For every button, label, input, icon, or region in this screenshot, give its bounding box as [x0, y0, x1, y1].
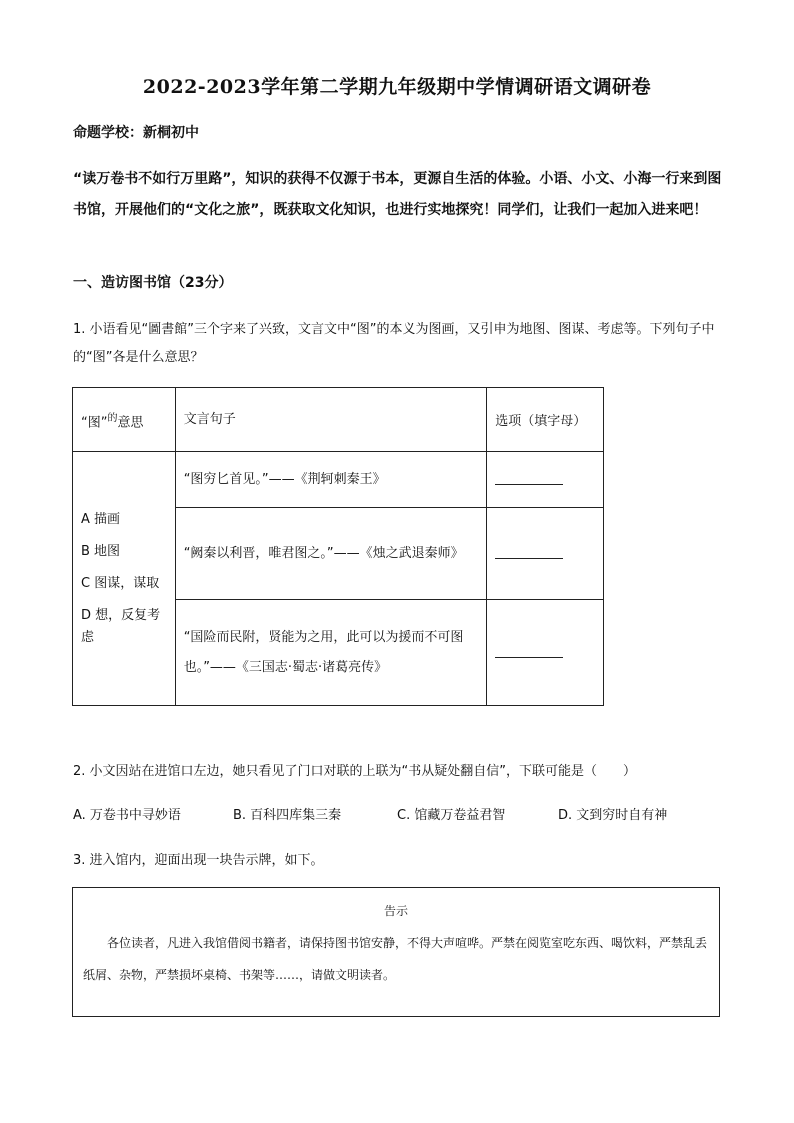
notice-title: 告示 — [383, 904, 408, 918]
sentence-2: “阙秦以利晋，唯君图之。”——《烛之武退秦师》 — [175, 508, 487, 600]
answer-blank-2[interactable] — [487, 508, 604, 600]
choice-a[interactable]: A. 万卷书中寻妙语 — [73, 808, 181, 823]
section-title: 一、造访图书馆（23分） — [73, 275, 233, 291]
meaning-c: C 图谋，谋取 — [81, 575, 160, 591]
meaning-a: A 描画 — [81, 511, 121, 527]
school-line: 命题学校：新桐初中 — [73, 125, 199, 141]
header-meaning-a: “图” — [81, 415, 108, 431]
header-option: 选项（填字母） — [487, 388, 604, 452]
sentence-1: “图穷匕首见。”——《荆轲刺秦王》 — [175, 452, 487, 508]
header-meaning-b: 意思 — [117, 415, 144, 431]
notice-body: 各位读者，凡进入我馆借阅书籍者，请保持图书馆安静，不得大声喧哗。严禁在阅览室吃东西、喝饮料，严禁乱丢纸屑、杂物，严禁损坏桌椅、书架等……，请做文明读者。 — [83, 936, 708, 982]
meaning-b: B 地图 — [81, 543, 121, 559]
choice-d[interactable]: D. 文到穷时自有神 — [558, 808, 668, 823]
question-2-text: 2. 小文因站在进馆口左边，她只看见了门口对联的上联为“书从疑处翻自信”，下联可能是（ ） — [73, 764, 637, 779]
notice-board — [72, 887, 720, 1017]
question-3-text: 3. 进入馆内，迎面出现一块告示牌，如下。 — [73, 853, 324, 868]
choice-b[interactable]: B. 百科四库集三秦 — [233, 808, 342, 823]
header-meaning-sup: 的 — [107, 412, 118, 424]
intro-paragraph: “读万卷书不如行万里路”，知识的获得不仅源于书本，更源自生活的体验。小语、小文、小海一行来到图书馆，开展他们的“文化之旅”，既获取文化知识，也进行实地探究！同学们，让我们一起加入进来吧！ — [73, 171, 722, 218]
header-sentence: 文言句子 — [175, 388, 487, 452]
answer-blank-1[interactable] — [487, 452, 604, 508]
answer-blank-3[interactable] — [487, 600, 604, 706]
exam-title: 2022-2023学年第二学期九年级期中学情调研语文调研卷 — [142, 76, 652, 98]
header-meaning — [73, 388, 176, 452]
meaning-list — [73, 452, 176, 706]
choice-c[interactable]: C. 馆藏万卷益君智 — [397, 808, 506, 823]
meaning-d: D 想，反复考虑 — [81, 607, 161, 645]
question-1-table — [72, 387, 604, 706]
sentence-3: “国险而民附，贤能为之用，此可以为援而不可图也。”——《三国志·蜀志·诸葛亮传》 — [175, 600, 487, 706]
question-1-text: 1. 小语看见“圖書館”三个字来了兴致，文言文中“图”的本义为图画，又引申为地图、图谋、考虑等。下列句子中的“图”各是什么意思？ — [73, 322, 715, 365]
